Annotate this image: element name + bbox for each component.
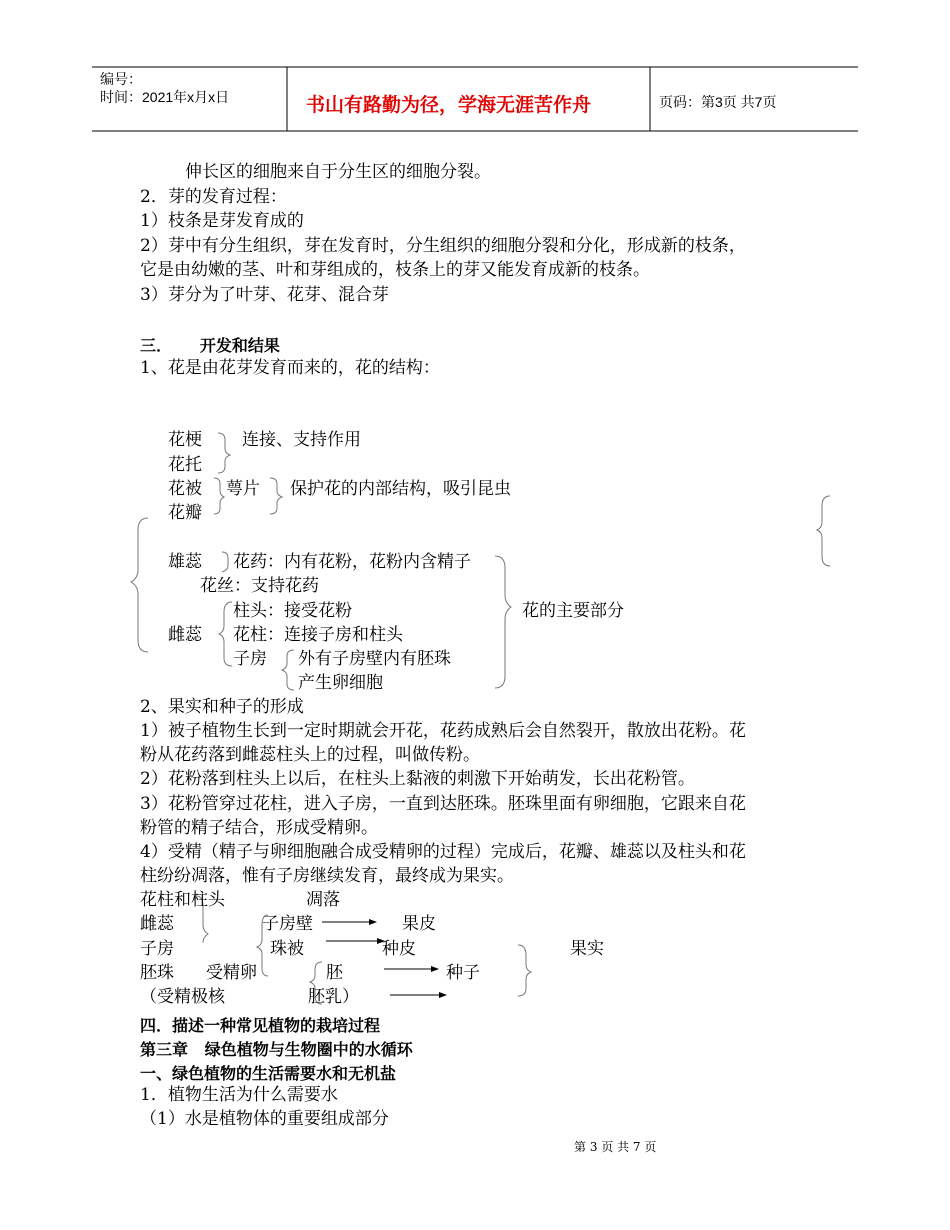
paragraph: 伸长区的细胞来自于分生区的细胞分裂。: [185, 162, 491, 182]
paragraph: 4）受精（精子与卵细胞融合成受精卵的过程）完成后，花瓣、雄蕊以及柱头和花: [140, 842, 746, 862]
fruit-label: 胚珠: [140, 963, 174, 983]
flower-desc: 花柱：连接子房和柱头: [233, 625, 403, 645]
fruit-label: 胚: [326, 963, 343, 983]
paragraph: 3）花粉管穿过花柱，进入子房，一直到达胚珠。胚珠里面有卵细胞，它跟来自花: [140, 794, 746, 814]
section-heading: 三． 开发和结果: [140, 336, 280, 355]
paragraph: 柱纷纷凋落，惟有子房继续发育，最终成为果实。: [140, 866, 514, 886]
flower-desc: 花的主要部分: [522, 601, 624, 621]
flower-desc: 保护花的内部结构，吸引昆虫: [290, 479, 511, 499]
paragraph: 1）被子植物生长到一定时期就会开花，花药成熟后会自然裂开，散放出花粉。花: [140, 721, 746, 741]
section-heading: 四．描述一种常见植物的栽培过程: [140, 1016, 381, 1035]
paragraph: 1．植物生活为什么需要水: [140, 1085, 338, 1105]
fruit-label: 花柱和柱头: [140, 890, 225, 910]
header-page-label: 页码：第3页 共7页: [659, 94, 777, 110]
fruit-label: 种子: [446, 963, 480, 983]
fruit-label: 胚乳）: [308, 987, 359, 1007]
flower-label: 花托: [168, 455, 202, 475]
brace: [518, 945, 531, 996]
paragraph: 1、花是由花芽发育而来的，花的结构：: [140, 358, 440, 378]
flower-label: 花梗: [168, 430, 202, 450]
flower-label: 雄蕊: [168, 552, 202, 572]
paragraph: 2、果实和种子的形成: [140, 697, 304, 717]
paragraph: （1）水是植物体的重要组成部分: [140, 1109, 389, 1129]
chapter-heading: 第三章 绿色植物与生物圈中的水循环: [140, 1040, 413, 1059]
fruit-label: 珠被: [270, 939, 304, 959]
paragraph: 1）枝条是芽发育成的: [140, 211, 304, 231]
flower-desc: 花丝：支持花药: [200, 576, 319, 596]
paragraph: 它是由幼嫩的茎、叶和芽组成的，枝条上的芽又能发育成新的枝条。: [140, 260, 650, 280]
flower-desc: 外有子房壁内有胚珠: [298, 649, 451, 669]
flower-label: 子房: [233, 649, 267, 669]
flower-desc: 连接、支持作用: [242, 430, 361, 450]
header-motto: 书山有路勤为径，学海无涯苦作舟: [306, 94, 592, 116]
fruit-label: （受精极核: [140, 987, 225, 1007]
header-number-label: 编号：: [100, 71, 142, 87]
fruit-label: 雌蕊: [140, 914, 174, 934]
paragraph: 粉从花药落到雌蕊柱头上的过程，叫做传粉。: [140, 745, 480, 765]
flower-desc: 花药：内有花粉，花粉内含精子: [233, 552, 471, 572]
flower-label: 花被: [168, 479, 202, 499]
fruit-label: 凋落: [306, 890, 340, 910]
header-date-label: 时间：2021年x月x日: [100, 89, 230, 105]
paragraph: 3）芽分为了叶芽、花芽、混合芽: [140, 285, 389, 305]
fruit-label: 果实: [570, 939, 604, 959]
fruit-label: 子房壁: [262, 914, 313, 934]
flower-label: 花瓣: [168, 503, 202, 523]
flower-label: 萼片: [226, 479, 260, 499]
fruit-label: 果皮: [402, 914, 436, 934]
flower-desc: 产生卵细胞: [298, 673, 383, 693]
flower-label: 雌蕊: [168, 625, 202, 645]
page-footer: 第 3 页 共 7 页: [574, 1140, 657, 1154]
section-heading: 一、绿色植物的生活需要水和无机盐: [140, 1064, 397, 1083]
paragraph: 2）花粉落到柱头上以后，在柱头上黏液的刺激下开始萌发，长出花粉管。: [140, 769, 695, 789]
fruit-label: 种皮: [382, 939, 416, 959]
fruit-label: 受精卵: [206, 963, 257, 983]
fruit-label: 子房: [140, 939, 174, 959]
paragraph: 2）芽中有分生组织，芽在发育时，分生组织的细胞分裂和分化，形成新的枝条，: [140, 236, 746, 256]
paragraph: 粉管的精子结合，形成受精卵。: [140, 818, 378, 838]
paragraph: 2．芽的发育过程：: [140, 187, 287, 207]
flower-desc: 柱头：接受花粉: [233, 601, 352, 621]
